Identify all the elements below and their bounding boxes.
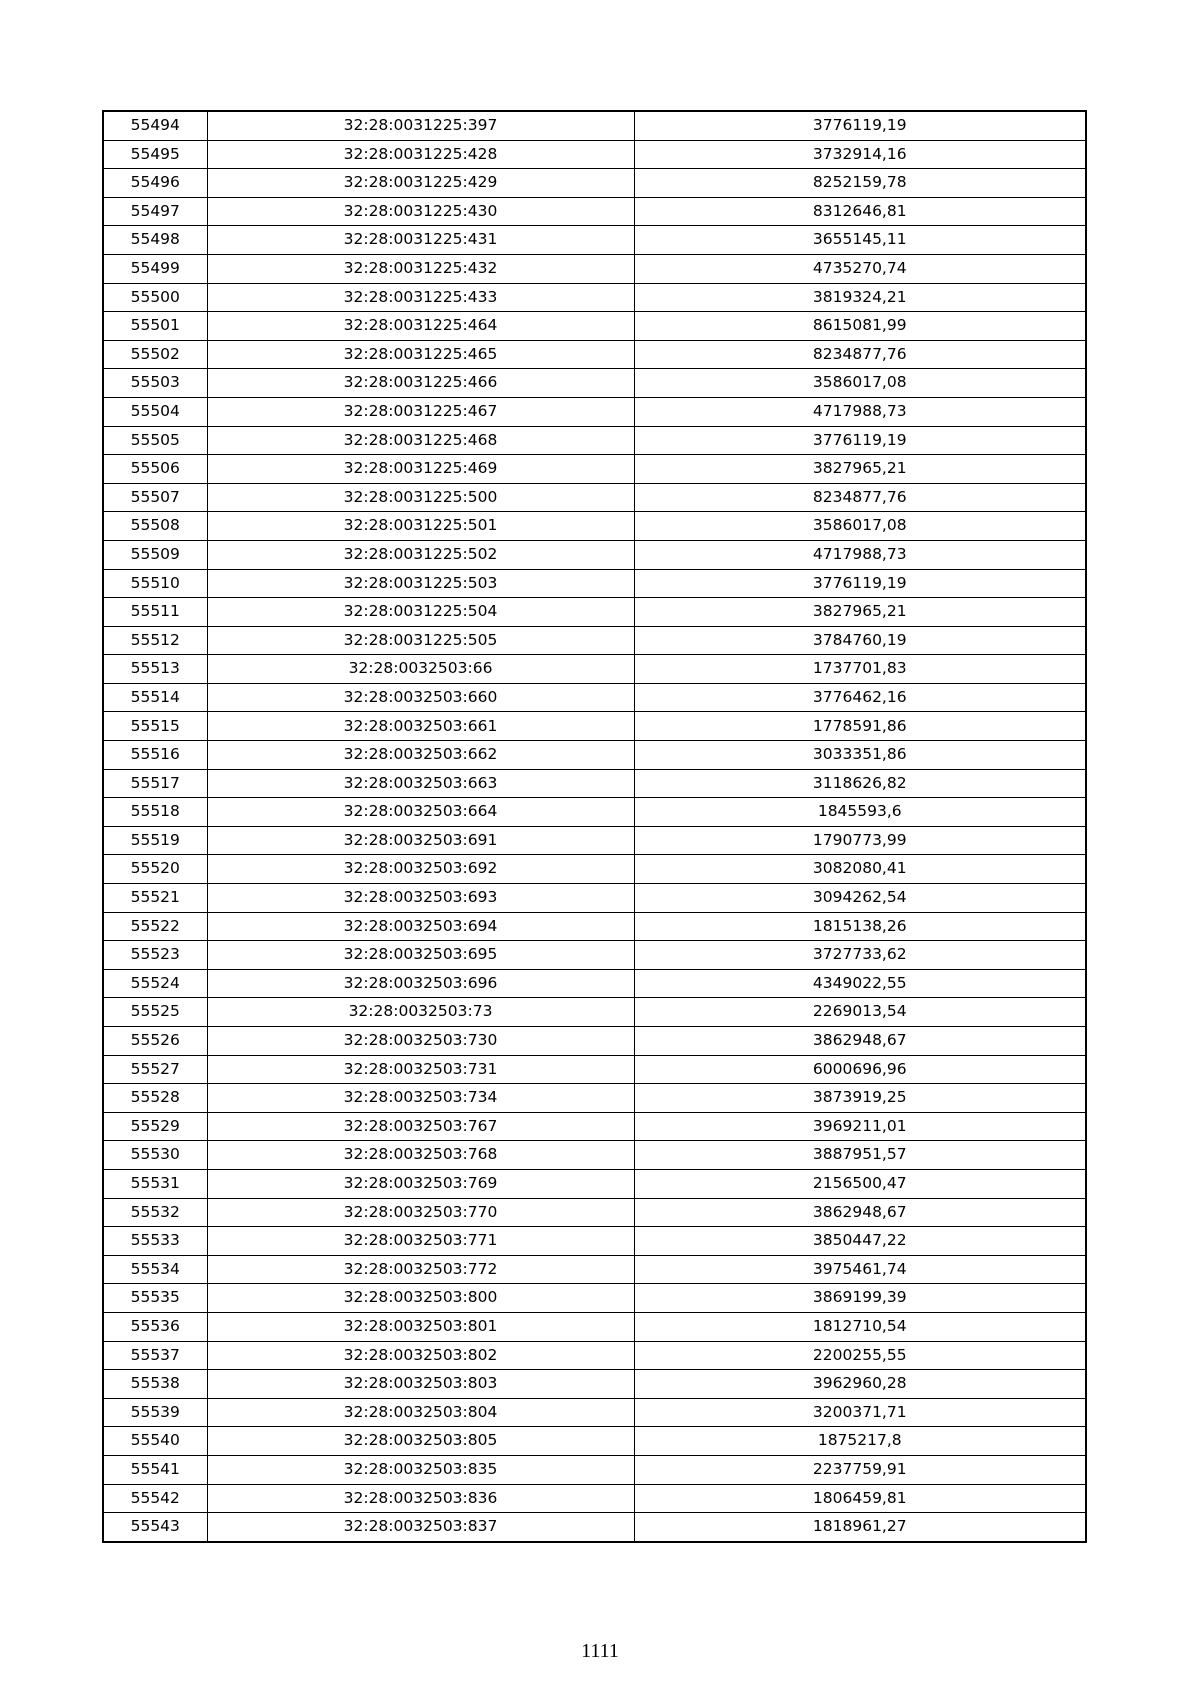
value-cell: 1790773,99 (634, 826, 1086, 855)
cadastral-number-cell: 32:28:0031225:468 (207, 426, 634, 455)
value-cell: 8234877,76 (634, 483, 1086, 512)
value-cell: 3776462,16 (634, 683, 1086, 712)
row-number-cell: 55510 (103, 569, 207, 598)
table-row (103, 369, 1086, 398)
value-cell: 3819324,21 (634, 283, 1086, 312)
table-row (103, 1284, 1086, 1313)
value-cell: 1737701,83 (634, 655, 1086, 684)
value-cell: 3094262,54 (634, 884, 1086, 913)
value-cell: 3082080,41 (634, 855, 1086, 884)
value-cell: 8252159,78 (634, 169, 1086, 198)
cadastral-number-cell: 32:28:0031225:430 (207, 197, 634, 226)
value-cell: 3655145,11 (634, 226, 1086, 255)
value-cell: 3776119,19 (634, 569, 1086, 598)
row-number-cell: 55540 (103, 1427, 207, 1456)
row-number-cell: 55498 (103, 226, 207, 255)
cadastral-number-cell: 32:28:0032503:770 (207, 1198, 634, 1227)
cadastral-number-cell: 32:28:0032503:691 (207, 826, 634, 855)
value-cell: 1778591,86 (634, 712, 1086, 741)
table-row (103, 1227, 1086, 1256)
cadastral-number-cell: 32:28:0031225:464 (207, 312, 634, 341)
table-row (103, 741, 1086, 770)
cadastral-value-table (102, 110, 1087, 1543)
row-number-cell: 55537 (103, 1341, 207, 1370)
value-cell: 3962960,28 (634, 1370, 1086, 1399)
cadastral-number-cell: 32:28:0032503:836 (207, 1484, 634, 1513)
table-row (103, 1312, 1086, 1341)
table-row (103, 140, 1086, 169)
table-row (103, 855, 1086, 884)
row-number-cell: 55539 (103, 1398, 207, 1427)
row-number-cell: 55511 (103, 598, 207, 627)
value-cell: 3732914,16 (634, 140, 1086, 169)
cadastral-number-cell: 32:28:0031225:465 (207, 340, 634, 369)
row-number-cell: 55532 (103, 1198, 207, 1227)
row-number-cell: 55504 (103, 397, 207, 426)
value-cell: 3586017,08 (634, 369, 1086, 398)
table-row (103, 1370, 1086, 1399)
cadastral-number-cell: 32:28:0032503:692 (207, 855, 634, 884)
cadastral-number-cell: 32:28:0031225:503 (207, 569, 634, 598)
cadastral-number-cell: 32:28:0031225:505 (207, 626, 634, 655)
row-number-cell: 55509 (103, 540, 207, 569)
value-cell: 6000696,96 (634, 1055, 1086, 1084)
cadastral-number-cell: 32:28:0032503:767 (207, 1112, 634, 1141)
cadastral-number-cell: 32:28:0032503:662 (207, 741, 634, 770)
table-row (103, 1084, 1086, 1113)
row-number-cell: 55519 (103, 826, 207, 855)
cadastral-number-cell: 32:28:0031225:428 (207, 140, 634, 169)
row-number-cell: 55495 (103, 140, 207, 169)
cadastral-number-cell: 32:28:0032503:772 (207, 1255, 634, 1284)
value-cell: 3862948,67 (634, 1027, 1086, 1056)
cadastral-number-cell: 32:28:0032503:837 (207, 1513, 634, 1542)
row-number-cell: 55496 (103, 169, 207, 198)
value-cell: 8312646,81 (634, 197, 1086, 226)
row-number-cell: 55515 (103, 712, 207, 741)
table-body (103, 111, 1086, 1542)
table-row (103, 512, 1086, 541)
value-cell: 8615081,99 (634, 312, 1086, 341)
row-number-cell: 55514 (103, 683, 207, 712)
cadastral-number-cell: 32:28:0031225:502 (207, 540, 634, 569)
table-row (103, 455, 1086, 484)
row-number-cell: 55533 (103, 1227, 207, 1256)
table-row (103, 111, 1086, 140)
table-row (103, 1112, 1086, 1141)
cadastral-number-cell: 32:28:0032503:693 (207, 884, 634, 913)
cadastral-number-cell: 32:28:0031225:397 (207, 111, 634, 140)
value-cell: 1845593,6 (634, 798, 1086, 827)
value-cell: 3969211,01 (634, 1112, 1086, 1141)
value-cell: 3869199,39 (634, 1284, 1086, 1313)
table-row (103, 1255, 1086, 1284)
table-row (103, 1055, 1086, 1084)
row-number-cell: 55541 (103, 1455, 207, 1484)
table-row (103, 1198, 1086, 1227)
row-number-cell: 55543 (103, 1513, 207, 1542)
value-cell: 1875217,8 (634, 1427, 1086, 1456)
table-row (103, 598, 1086, 627)
row-number-cell: 55506 (103, 455, 207, 484)
row-number-cell: 55505 (103, 426, 207, 455)
value-cell: 3033351,86 (634, 741, 1086, 770)
cadastral-number-cell: 32:28:0032503:771 (207, 1227, 634, 1256)
row-number-cell: 55530 (103, 1141, 207, 1170)
value-cell: 3727733,62 (634, 941, 1086, 970)
cadastral-number-cell: 32:28:0031225:500 (207, 483, 634, 512)
row-number-cell: 55500 (103, 283, 207, 312)
cadastral-number-cell: 32:28:0032503:661 (207, 712, 634, 741)
cadastral-number-cell: 32:28:0032503:664 (207, 798, 634, 827)
table-row (103, 340, 1086, 369)
value-cell: 3827965,21 (634, 455, 1086, 484)
cadastral-number-cell: 32:28:0031225:429 (207, 169, 634, 198)
row-number-cell: 55525 (103, 998, 207, 1027)
value-cell: 3118626,82 (634, 769, 1086, 798)
cadastral-number-cell: 32:28:0032503:660 (207, 683, 634, 712)
row-number-cell: 55513 (103, 655, 207, 684)
cadastral-number-cell: 32:28:0032503:805 (207, 1427, 634, 1456)
cadastral-number-cell: 32:28:0032503:695 (207, 941, 634, 970)
cadastral-number-cell: 32:28:0031225:433 (207, 283, 634, 312)
cadastral-number-cell: 32:28:0032503:731 (207, 1055, 634, 1084)
table-row (103, 626, 1086, 655)
value-cell: 3862948,67 (634, 1198, 1086, 1227)
cadastral-number-cell: 32:28:0032503:800 (207, 1284, 634, 1313)
row-number-cell: 55497 (103, 197, 207, 226)
table-row (103, 998, 1086, 1027)
table-row (103, 1169, 1086, 1198)
row-number-cell: 55527 (103, 1055, 207, 1084)
table-row (103, 312, 1086, 341)
value-cell: 2269013,54 (634, 998, 1086, 1027)
cadastral-number-cell: 32:28:0031225:431 (207, 226, 634, 255)
cadastral-number-cell: 32:28:0032503:694 (207, 912, 634, 941)
page-number: 1111 (581, 1640, 619, 1662)
value-cell: 2200255,55 (634, 1341, 1086, 1370)
row-number-cell: 55536 (103, 1312, 207, 1341)
table-row (103, 1398, 1086, 1427)
table-row (103, 483, 1086, 512)
cadastral-number-cell: 32:28:0031225:501 (207, 512, 634, 541)
value-cell: 8234877,76 (634, 340, 1086, 369)
value-cell: 3887951,57 (634, 1141, 1086, 1170)
table-row (103, 254, 1086, 283)
table-row (103, 655, 1086, 684)
value-cell: 1818961,27 (634, 1513, 1086, 1542)
cadastral-number-cell: 32:28:0032503:804 (207, 1398, 634, 1427)
row-number-cell: 55542 (103, 1484, 207, 1513)
row-number-cell: 55502 (103, 340, 207, 369)
cadastral-number-cell: 32:28:0032503:663 (207, 769, 634, 798)
row-number-cell: 55521 (103, 884, 207, 913)
row-number-cell: 55535 (103, 1284, 207, 1313)
value-cell: 3975461,74 (634, 1255, 1086, 1284)
table-row (103, 169, 1086, 198)
cadastral-number-cell: 32:28:0032503:696 (207, 969, 634, 998)
row-number-cell: 55499 (103, 254, 207, 283)
row-number-cell: 55518 (103, 798, 207, 827)
value-cell: 3776119,19 (634, 111, 1086, 140)
table-row (103, 1427, 1086, 1456)
table-row (103, 397, 1086, 426)
table-row (103, 1513, 1086, 1542)
cadastral-number-cell: 32:28:0031225:432 (207, 254, 634, 283)
table-row (103, 426, 1086, 455)
row-number-cell: 55507 (103, 483, 207, 512)
row-number-cell: 55508 (103, 512, 207, 541)
value-cell: 3827965,21 (634, 598, 1086, 627)
value-cell: 1812710,54 (634, 1312, 1086, 1341)
value-cell: 3850447,22 (634, 1227, 1086, 1256)
cadastral-number-cell: 32:28:0032503:769 (207, 1169, 634, 1198)
cadastral-number-cell: 32:28:0031225:466 (207, 369, 634, 398)
table-row (103, 826, 1086, 855)
table-row (103, 683, 1086, 712)
cadastral-number-cell: 32:28:0031225:504 (207, 598, 634, 627)
table-row (103, 912, 1086, 941)
row-number-cell: 55517 (103, 769, 207, 798)
cadastral-number-cell: 32:28:0031225:467 (207, 397, 634, 426)
cadastral-number-cell: 32:28:0032503:801 (207, 1312, 634, 1341)
value-cell: 4717988,73 (634, 397, 1086, 426)
table-row (103, 941, 1086, 970)
row-number-cell: 55523 (103, 941, 207, 970)
value-cell: 4349022,55 (634, 969, 1086, 998)
table-row (103, 969, 1086, 998)
row-number-cell: 55538 (103, 1370, 207, 1399)
table-row (103, 884, 1086, 913)
table-row (103, 540, 1086, 569)
table-row (103, 1341, 1086, 1370)
row-number-cell: 55501 (103, 312, 207, 341)
row-number-cell: 55494 (103, 111, 207, 140)
value-cell: 3776119,19 (634, 426, 1086, 455)
cadastral-number-cell: 32:28:0032503:803 (207, 1370, 634, 1399)
row-number-cell: 55520 (103, 855, 207, 884)
row-number-cell: 55529 (103, 1112, 207, 1141)
table-row (103, 1027, 1086, 1056)
table-row (103, 712, 1086, 741)
value-cell: 3873919,25 (634, 1084, 1086, 1113)
table-row (103, 283, 1086, 312)
table-row (103, 569, 1086, 598)
table-row (103, 197, 1086, 226)
row-number-cell: 55522 (103, 912, 207, 941)
row-number-cell: 55528 (103, 1084, 207, 1113)
row-number-cell: 55531 (103, 1169, 207, 1198)
value-cell: 2156500,47 (634, 1169, 1086, 1198)
cadastral-number-cell: 32:28:0032503:768 (207, 1141, 634, 1170)
value-cell: 3200371,71 (634, 1398, 1086, 1427)
table-row (103, 798, 1086, 827)
cadastral-number-cell: 32:28:0032503:66 (207, 655, 634, 684)
value-cell: 1815138,26 (634, 912, 1086, 941)
value-cell: 4717988,73 (634, 540, 1086, 569)
table-row (103, 226, 1086, 255)
row-number-cell: 55526 (103, 1027, 207, 1056)
row-number-cell: 55512 (103, 626, 207, 655)
cadastral-number-cell: 32:28:0031225:469 (207, 455, 634, 484)
value-cell: 2237759,91 (634, 1455, 1086, 1484)
table-row (103, 1455, 1086, 1484)
value-cell: 3586017,08 (634, 512, 1086, 541)
table-row (103, 1484, 1086, 1513)
row-number-cell: 55524 (103, 969, 207, 998)
cadastral-number-cell: 32:28:0032503:734 (207, 1084, 634, 1113)
row-number-cell: 55534 (103, 1255, 207, 1284)
table-row (103, 1141, 1086, 1170)
cadastral-number-cell: 32:28:0032503:730 (207, 1027, 634, 1056)
value-cell: 1806459,81 (634, 1484, 1086, 1513)
value-cell: 3784760,19 (634, 626, 1086, 655)
value-cell: 4735270,74 (634, 254, 1086, 283)
row-number-cell: 55516 (103, 741, 207, 770)
cadastral-number-cell: 32:28:0032503:835 (207, 1455, 634, 1484)
cadastral-number-cell: 32:28:0032503:802 (207, 1341, 634, 1370)
cadastral-number-cell: 32:28:0032503:73 (207, 998, 634, 1027)
table-row (103, 769, 1086, 798)
row-number-cell: 55503 (103, 369, 207, 398)
